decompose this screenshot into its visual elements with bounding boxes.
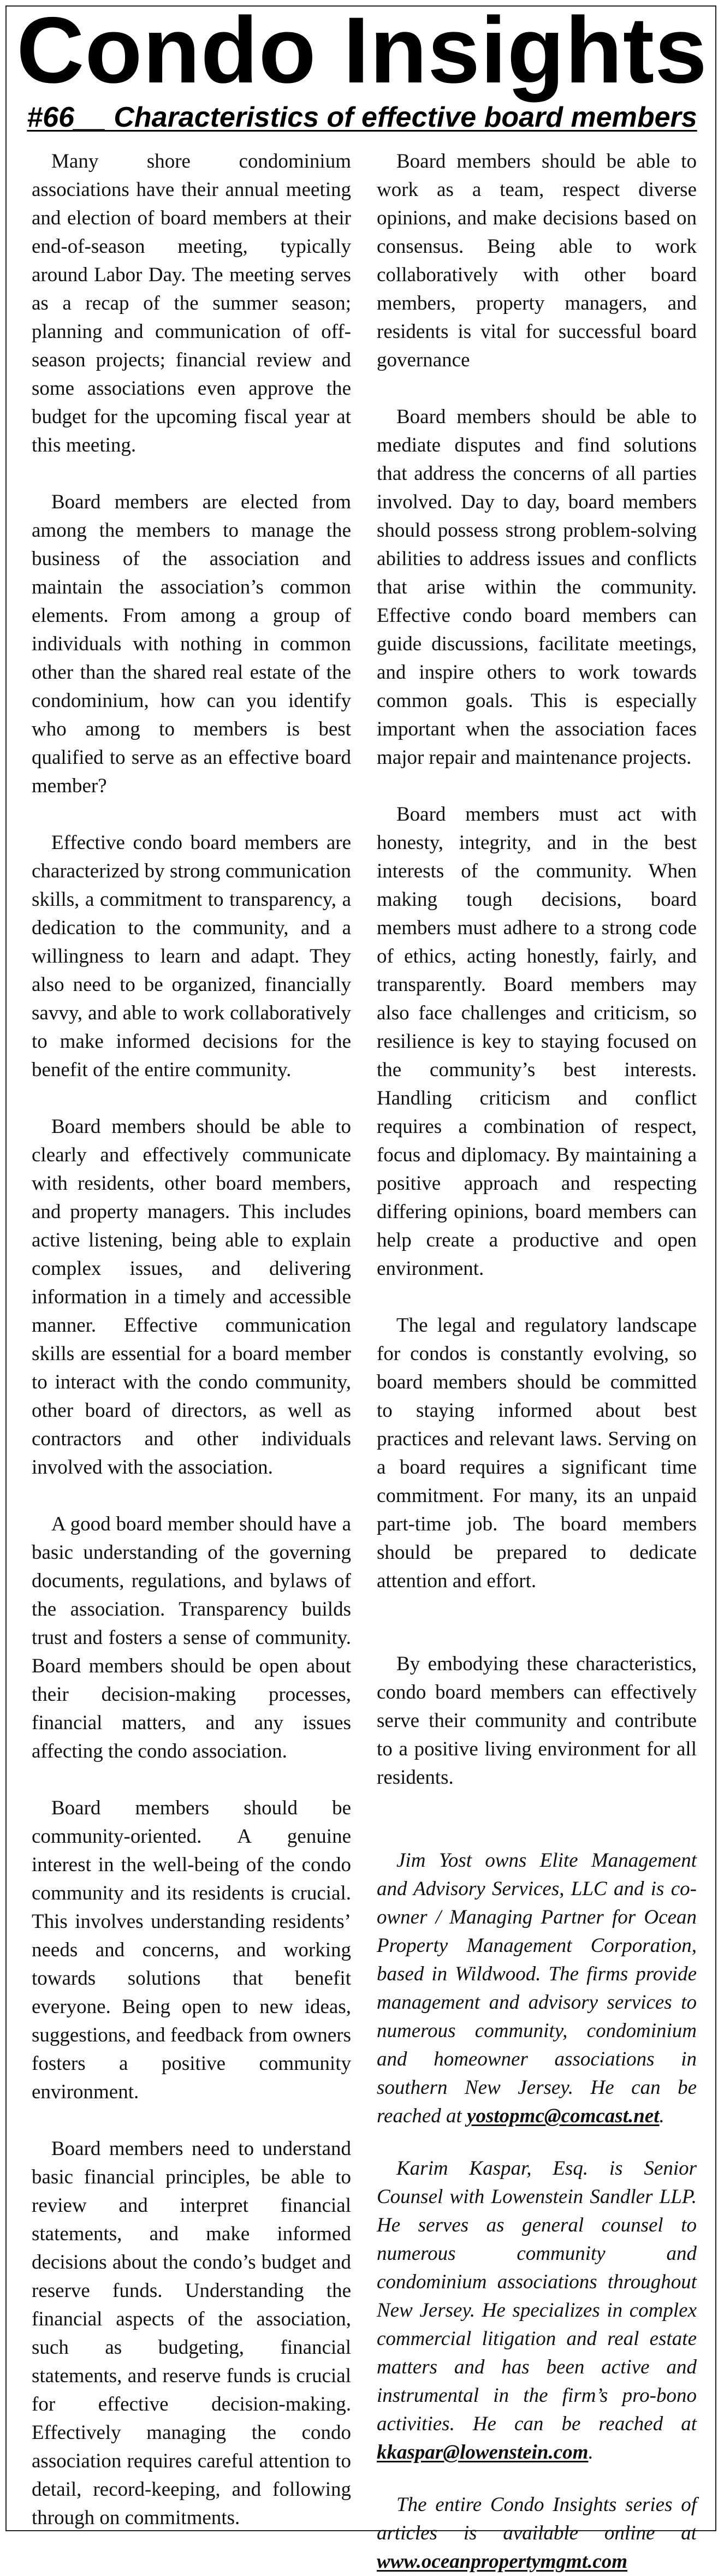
paragraph-board-election: Board members are elected from among the members to manage the business of the association and maintain the association’s common elements. From among a group of individuals with nothing in common other than the shared real estate of the condominium, how can you identify who among to members is best qualified to serve as an effective board member? — [32, 491, 351, 797]
paragraph-teamwork: Board members should be able to work as a team, respect diverse opinions, and make decisions based on consensus. Being able to work collaboratively with other board members, property managers, and residents is vital for successful board governance — [377, 150, 697, 371]
email-link-jim[interactable]: yostopmc@comcast.net — [467, 2105, 660, 2127]
masthead-title: Condo Insights — [16, 0, 708, 103]
website-link[interactable]: www.oceanpropertymgmt.com — [377, 2550, 628, 2573]
left-column — [32, 147, 351, 2561]
paragraph-conclusion: By embodying these characteristics, condo board members can effectively serve their community and contribute to a positive living environment for all residents. — [377, 1653, 697, 1789]
paragraph-communication: Board members should be able to clearly and effectively communicate with residents, other board members, and property managers. This includes active listening, being able to explain complex issues, and delivering information in a timely and accessible manner. Effective communication skills are essential for a board member to interact with the condo community, other board of directors, as well as contractors and other individuals involved with the association. — [32, 1115, 351, 1479]
paragraph-integrity: Board members must act with honesty, integrity, and in the best interests of the community. When making tough decisions, board members must adhere to a strong code of ethics, acting honestly, fairly, and transparently. Board members may also face challenges and criticism, so resilience is key to staying focused on the community’s best interests. Handling criticism and conflict requires a combination of respect, focus and diplomacy. By maintaining a positive approach and respecting differing opinions, board members can help create a productive and open environment. — [377, 803, 697, 1280]
series-note — [377, 2491, 697, 2576]
series-note-text: The entire Condo Insights series of articles is available online at — [377, 2494, 697, 2544]
bio-karim-text: Karim Kaspar, Esq. is Senior Counsel with Lowenstein Sandler LLP. He serves as general counsel to numerous community and condominium associations throughout New Jersey. He specializes in complex commercial litigation and real estate matters and has been active and instrumental in the firm’s pro-bono activities. He can be reached at — [377, 2157, 697, 2435]
bio-jim-yost — [377, 1847, 697, 2130]
email-link-karim[interactable]: kkaspar@lowenstein.com — [377, 2441, 589, 2464]
paragraph-annual-meeting: Many shore condominium associations have their annual meeting and election of board members at their end-of-season meeting, typically around Labor Day. The meeting serves as a recap of the summer season; planning and communication of off-season projects; financial review and some associations even approve the budget for the upcoming fiscal year at this meeting. — [32, 150, 351, 456]
right-column — [377, 147, 697, 2576]
bio-karim-end: . — [588, 2441, 594, 2464]
paragraph-community-oriented: Board members should be community-oriented. A genuine interest in the well-being of the condo community and its residents is crucial. This involves understanding residents’ needs and concerns, and working towards solutions that benefit everyone. Being open to new ideas, suggestions, and feedback from owners fosters a positive community environment. — [32, 1797, 351, 2103]
paragraph-governing-documents: A good board member should have a basic understanding of the governing documents, regulations, and bylaws of the association. Transparency builds trust and fosters a sense of community. Board members should be open about their decision-making processes, financial matters, and any issues affecting the condo association. — [32, 1513, 351, 1762]
paragraph-mediation: Board members should be able to mediate disputes and find solutions that address the concerns of all parties involved. Day to day, board members should possess strong problem-solving abilities to address issues and conflicts that arise within the community. Effective condo board members can guide discussions, facilitate meetings, and inspire others to work towards common goals. This is especially important when the association faces major repair and maintenance projects. — [377, 406, 697, 769]
bio-jim-text: Jim Yost owns Elite Management and Advisory Services, LLC and is co-owner / Managing Partner for Ocean Property Management Corporation, based in Wildwood. The firms provide management and advisory services to numerous community, condominium and homeowner associations in southern New Jersey. He can be reached at — [377, 1849, 697, 2127]
paragraph-legal-landscape: The legal and regulatory landscape for condos is constantly evolving, so board members should be committed to staying informed about best practices and relevant laws. Serving on a board requires a significant time commitment. For many, its an unpaid part-time job. The board members should be prepared to dedicate attention and effort. — [377, 1314, 697, 1592]
paragraph-financial: Board members need to understand basic financial principles, be able to review and interpret financial statements, and make informed decisions about the condo’s budget and reserve funds. Understanding the financial aspects of the association, such as budgeting, financial statements, and reserve funds is crucial for effective decision-making. Effectively managing the condo association requires careful attention to detail, record-keeping, and following through on commitments. — [32, 2138, 351, 2529]
bio-jim-end: . — [659, 2105, 664, 2127]
bio-karim-kaspar — [377, 2154, 697, 2467]
paragraph-characteristics: Effective condo board members are characterized by strong communication skills, a commitment to transparency, a dedication to the community, and a willingness to learn and adapt. They also need to be organized, financially savvy, and able to work collaboratively to make informed decisions for the benefit of the entire community. — [32, 832, 351, 1081]
article-headline: #66__ Characteristics of effective board members — [27, 102, 697, 133]
